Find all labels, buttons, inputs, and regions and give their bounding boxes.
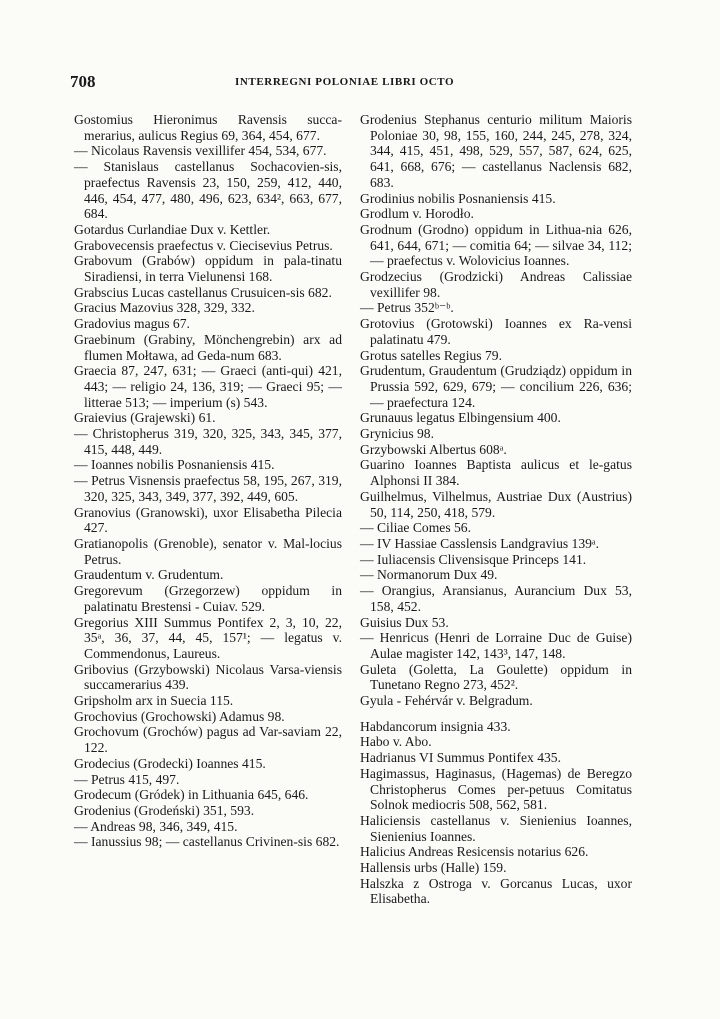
index-entry: Gyula - Fehérvár v. Belgradum. <box>360 693 533 709</box>
index-entry: — Andreas 98, 346, 349, 415. <box>74 818 238 834</box>
index-entry: Grodnum (Grodno) oppidum in Lithua-nia 626, 641, 644, 671; — comitia 64; — silvae 34, 112; — praefectus v. Wolovicius Ioannes. <box>360 221 632 269</box>
index-entry: Graievius (Grajewski) 61. <box>74 410 216 426</box>
index-entry: Grodzecius (Grodzicki) Andreas Calissiae vexillifer 98. <box>360 269 632 300</box>
index-entry: Halszka z Ostroga v. Gorcanus Lucas, uxor Elisabetha. <box>360 875 632 907</box>
index-entry: — Orangius, Aransianus, Aurancium Dux 53, 158, 452. <box>360 583 632 614</box>
index-entry: Grodlum v. Horodło. <box>360 206 474 222</box>
index-entry: Gratianopolis (Grenoble), senator v. Mal-locius Petrus. <box>74 535 342 567</box>
index-entry: Grynicius 98. <box>360 426 435 442</box>
index-entry: Grotovius (Grotowski) Ioannes ex Ra-vensi palatinatu 479. <box>360 316 632 347</box>
index-entry: Guilhelmus, Vilhelmus, Austriae Dux (Austrius) 50, 114, 250, 418, 579. <box>360 488 632 520</box>
index-entry: — IV Hassiae Casslensis Landgravius 139ᵃ. <box>360 535 600 551</box>
index-entry: Hadrianus VI Summus Pontifex 435. <box>360 750 562 766</box>
index-entry: Grabovum (Grabów) oppidum in pala-tinatu Siradiensi, in terra Vielunensi 168. <box>74 253 342 285</box>
index-entry: Grodenius (Grodeński) 351, 593. <box>74 802 255 818</box>
index-entry: — Stanislaus castellanus Sochacovien-sis, praefectus Ravensis 23, 150, 259, 412, 440, 446, 454, 477, 480, 496, 623, 634², 663, 677, 684. <box>74 159 342 222</box>
index-entry: — Nicolaus Ravensis vexillifer 454, 534, 677. <box>74 143 327 159</box>
index-entry: Gripsholm arx in Suecia 115. <box>74 693 234 709</box>
index-entry: — Henricus (Henri de Lorraine Duc de Guise) Aulae magister 142, 143³, 147, 148. <box>360 630 632 661</box>
index-entry: — Petrus 352ᵇ⁻ᵇ. <box>360 300 454 316</box>
index-entry: Guisius Dux 53. <box>360 614 449 630</box>
index-entry: Graudentum v. Grudentum. <box>74 567 224 583</box>
index-entry: Gradovius magus 67. <box>74 316 190 332</box>
index-entry: Gregorevum (Grzegorzew) oppidum in palatinatu Brestensi - Cuiav. 529. <box>74 583 342 614</box>
index-entry: Grzybowski Albertus 608ᵃ. <box>360 441 507 457</box>
index-entry: — Ciliae Comes 56. <box>360 520 472 536</box>
index-entry: Grodecius (Grodecki) Ioannes 415. <box>74 755 266 771</box>
index-entry: Guarino Ioannes Baptista aulicus et le-gatus Alphonsi II 384. <box>360 457 632 489</box>
index-entry: Hallensis urbs (Halle) 159. <box>360 860 507 876</box>
index-entry: Grodecum (Gródek) in Lithuania 645, 646. <box>74 787 309 803</box>
index-entry: — Petrus Visnensis praefectus 58, 195, 267, 319, 320, 325, 343, 349, 377, 392, 449, 605. <box>74 473 342 504</box>
index-entry: Grodinius nobilis Posnaniensis 415. <box>360 190 556 206</box>
index-entry: Grunauus legatus Elbingensium 400. <box>360 410 561 426</box>
index-entry: Graebinum (Grabiny, Mönchengrebin) arx ad flumen Mołtawa, ad Geda-num 683. <box>74 331 342 363</box>
index-entry: Grochovum (Grochów) pagus ad Var-saviam 22, 122. <box>74 724 342 756</box>
index-entry: Hagimassus, Haginasus, (Hagemas) de Beregzo Christopherus Comes per-petuus Comitatus Solnok mediocris 508, 562, 581. <box>360 765 632 813</box>
index-entry: — Ianussius 98; — castellanus Crivinen-sis 682. <box>74 834 340 850</box>
page-header <box>70 72 660 96</box>
index-entry: Halicius Andreas Resicensis notarius 626. <box>360 844 589 860</box>
index-entry: Habo v. Abo. <box>360 734 432 750</box>
running-title: INTERREGNI POLONIAE LIBRI OCTO <box>235 76 455 88</box>
index-column-left <box>74 112 342 850</box>
index-entry: — Petrus 415, 497. <box>74 771 180 787</box>
index-entry: Haliciensis castellanus v. Sienienius Ioannes, Sienienius Ioannes. <box>360 812 632 844</box>
index-entry: — Normanorum Dux 49. <box>360 567 498 583</box>
index-entry: Grudentum, Graudentum (Grudziądz) oppidum in Prussia 592, 629, 679; — concilium 226, 636; — praefectura 124. <box>360 363 632 410</box>
index-entry: Grotus satelles Regius 79. <box>360 347 502 363</box>
index-entry: — Ioannes nobilis Posnaniensis 415. <box>74 457 275 473</box>
index-entry: Grochovius (Grochowski) Adamus 98. <box>74 708 285 724</box>
index-entry: Grabovecensis praefectus v. Ciecisevius Petrus. <box>74 237 333 253</box>
index-entry: Gotardus Curlandiae Dux v. Kettler. <box>74 221 271 237</box>
index-entry: Grabscius Lucas castellanus Crusuicen-sis 682. <box>74 284 332 300</box>
index-entry: Gracius Mazovius 328, 329, 332. <box>74 300 255 316</box>
index-entry: Gribovius (Grzybowski) Nicolaus Varsa-viensis succamerarius 439. <box>74 661 342 693</box>
page-number: 708 <box>70 72 96 91</box>
index-column-right <box>360 112 632 907</box>
index-entry: — Iuliacensis Clivensisque Princeps 141. <box>360 551 587 567</box>
index-entry: — Christopherus 319, 320, 325, 343, 345, 377, 415, 448, 449. <box>74 426 342 457</box>
index-entry: Graecia 87, 247, 631; — Graeci (anti-qui) 421, 443; — religio 24, 136, 319; — Graeci 95; — litterae 513; — imperium (s) 543. <box>74 363 342 410</box>
index-entry: Granovius (Granowski), uxor Elisabetha Pilecia 427. <box>74 504 342 536</box>
index-entry: Guleta (Goletta, La Goulette) oppidum in Tunetano Regno 273, 452². <box>360 661 632 693</box>
index-entry: Habdancorum insignia 433. <box>360 718 511 734</box>
index-entry: Grodenius Stephanus centurio militum Maioris Poloniae 30, 98, 155, 160, 244, 245, 278, 324, 344, 415, 451, 498, 529, 557, 587, 624, 625, 641, 668, 676; — castellanus Naclensis 682, 683. <box>360 112 632 190</box>
index-entry: Gregorius XIII Summus Pontifex 2, 3, 10, 22, 35ᵃ, 36, 37, 44, 45, 157¹; — legatus v. Commendonus, Laureus. <box>74 614 342 661</box>
index-entry: Gostomius Hieronimus Ravensis succa-merarius, aulicus Regius 69, 364, 454, 677. <box>74 112 342 143</box>
